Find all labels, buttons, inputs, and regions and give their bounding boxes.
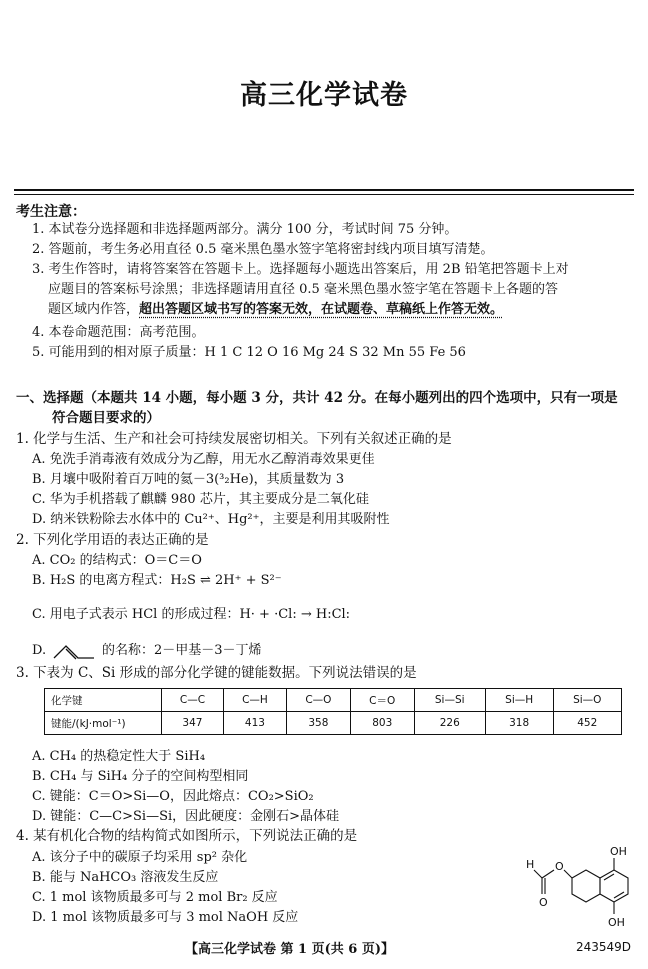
table-cell: Si—H bbox=[485, 689, 553, 712]
atom-label: OH bbox=[610, 845, 627, 858]
question-3-stem: 3. 下表为 C、Si 形成的部分化学键的键能数据。下列说法错误的是 bbox=[16, 665, 417, 681]
question-1-option-b: B. 月壤中吸附着百万吨的氦－3(³₂He)，其质量数为 3 bbox=[32, 472, 345, 487]
table-cell: 318 bbox=[485, 712, 553, 735]
table-cell: 803 bbox=[350, 712, 414, 735]
notice-item-3-end bbox=[48, 300, 648, 319]
question-2-option-b: B. H₂S 的电离方程式：H₂S ⇌ 2H⁺ + S²⁻ bbox=[32, 573, 282, 588]
table-cell: 358 bbox=[286, 712, 350, 735]
divider bbox=[14, 194, 634, 195]
table-cell: 413 bbox=[223, 712, 286, 735]
question-4-option-d: D. 1 mol 该物质最多可与 3 mol NaOH 反应 bbox=[32, 910, 299, 925]
notice-item-2: 2. 答题前，考生务必用直径 0.5 毫米黑色墨水签字笔将密封线内项目填写清楚。 bbox=[32, 242, 494, 257]
table-header-row bbox=[45, 689, 622, 712]
table-cell: C＝O bbox=[350, 689, 414, 712]
notice-item-3-cont: 应题目的答案标号涂黑；非选择题请用直径 0.5 毫米黑色墨水签字笔在答题卡上各题的答 bbox=[48, 282, 558, 297]
page-footer: 【高三化学试卷 第 1 页(共 6 页)】 bbox=[185, 942, 395, 957]
atom-label: H bbox=[526, 858, 535, 871]
question-3-option-b: B. CH₄ 与 SiH₄ 分子的空间构型相同 bbox=[32, 769, 249, 784]
question-1-option-a: A. 免洗手消毒液有效成分为乙醇，用无水乙醇消毒效果更佳 bbox=[32, 452, 375, 467]
atom-label: O bbox=[555, 860, 564, 873]
question-4-option-c: C. 1 mol 该物质最多可与 2 mol Br₂ 反应 bbox=[32, 890, 278, 905]
table-cell: C—H bbox=[223, 689, 286, 712]
question-1-option-c: C. 华为手机搭载了麒麟 980 芯片，其主要成分是二氧化硅 bbox=[32, 492, 369, 507]
table-cell: Si—Si bbox=[414, 689, 485, 712]
question-3-option-a: A. CH₄ 的热稳定性大于 SiH₄ bbox=[32, 749, 206, 764]
notice-item-5: 5. 可能用到的相对原子质量：H 1 C 12 O 16 Mg 24 S 32 Mn 55 Fe 56 bbox=[32, 345, 466, 360]
question-4-stem: 4. 某有机化合物的结构简式如图所示，下列说法正确的是 bbox=[16, 828, 358, 844]
section-line-1: 一、选择题（本题共 14 小题，每小题 3 分，共计 42 分。在每小题列出的四个选项中，只有一项是 bbox=[16, 390, 618, 406]
atom-label: O bbox=[539, 896, 548, 909]
exam-code: 243549D bbox=[576, 940, 632, 954]
notice-heading: 考生注意： bbox=[16, 204, 86, 220]
question-3-option-c: C. 键能：C＝O>Si—O，因此熔点：CO₂>SiO₂ bbox=[32, 789, 314, 804]
question-4-option-b: B. 能与 NaHCO₃ 溶液发生反应 bbox=[32, 870, 219, 885]
section-heading bbox=[16, 388, 636, 428]
question-3-option-d: D. 键能：C—C>Si—Si，因此硬度：金刚石>晶体硅 bbox=[32, 809, 340, 824]
table-cell: 226 bbox=[414, 712, 485, 735]
question-2-option-a: A. CO₂ 的结构式：O＝C＝O bbox=[32, 553, 202, 568]
molecule-structure-icon bbox=[518, 840, 636, 932]
table-cell: 347 bbox=[162, 712, 224, 735]
table-cell: C—O bbox=[286, 689, 350, 712]
notice-item-3-tail: 题区域内作答， bbox=[48, 302, 140, 317]
notice-item-4: 4. 本卷命题范围：高考范围。 bbox=[32, 325, 205, 340]
question-4-option-a: A. 该分子中的碳原子均采用 sp² 杂化 bbox=[32, 850, 248, 865]
table-cell: 452 bbox=[553, 712, 622, 735]
notice-item-3: 3. 考生作答时，请将答案答在答题卡上。选择题每小题选出答案后，用 2B 铅笔把答题卡上对 bbox=[32, 262, 569, 277]
question-2-option-c: C. 用电子式表示 HCl 的形成过程：H· + ·Cl: → H:Cl: bbox=[32, 607, 351, 622]
question-2-option-d-label: D. bbox=[32, 643, 47, 658]
page-title: 高三化学试卷 bbox=[240, 80, 408, 111]
divider bbox=[14, 189, 634, 191]
section-line-2: 符合题目要求的） bbox=[52, 410, 160, 426]
notice-emphasis: 超出答题区域书写的答案无效，在试题卷、草稿纸上作答无效。 bbox=[139, 302, 504, 317]
table-cell: Si—O bbox=[553, 689, 622, 712]
alkene-skeleton-icon bbox=[52, 640, 98, 662]
question-2-option-d: 的名称：2－甲基－3－丁烯 bbox=[102, 643, 262, 658]
bond-energy-table bbox=[44, 688, 622, 735]
notice-item-1: 1. 本试卷分选择题和非选择题两部分。满分 100 分，考试时间 75 分钟。 bbox=[32, 222, 458, 237]
atom-label: OH bbox=[608, 916, 625, 929]
table-cell: 键能/(kJ·mol⁻¹) bbox=[45, 712, 162, 735]
table-cell: 化学键 bbox=[45, 689, 162, 712]
question-2-stem: 2. 下列化学用语的表达正确的是 bbox=[16, 532, 209, 548]
question-1-option-d: D. 纳米铁粉除去水体中的 Cu²⁺、Hg²⁺，主要是利用其吸附性 bbox=[32, 512, 390, 527]
question-1-stem: 1. 化学与生活、生产和社会可持续发展密切相关。下列有关叙述正确的是 bbox=[16, 431, 452, 447]
table-cell: C—C bbox=[162, 689, 224, 712]
table-row bbox=[45, 712, 622, 735]
